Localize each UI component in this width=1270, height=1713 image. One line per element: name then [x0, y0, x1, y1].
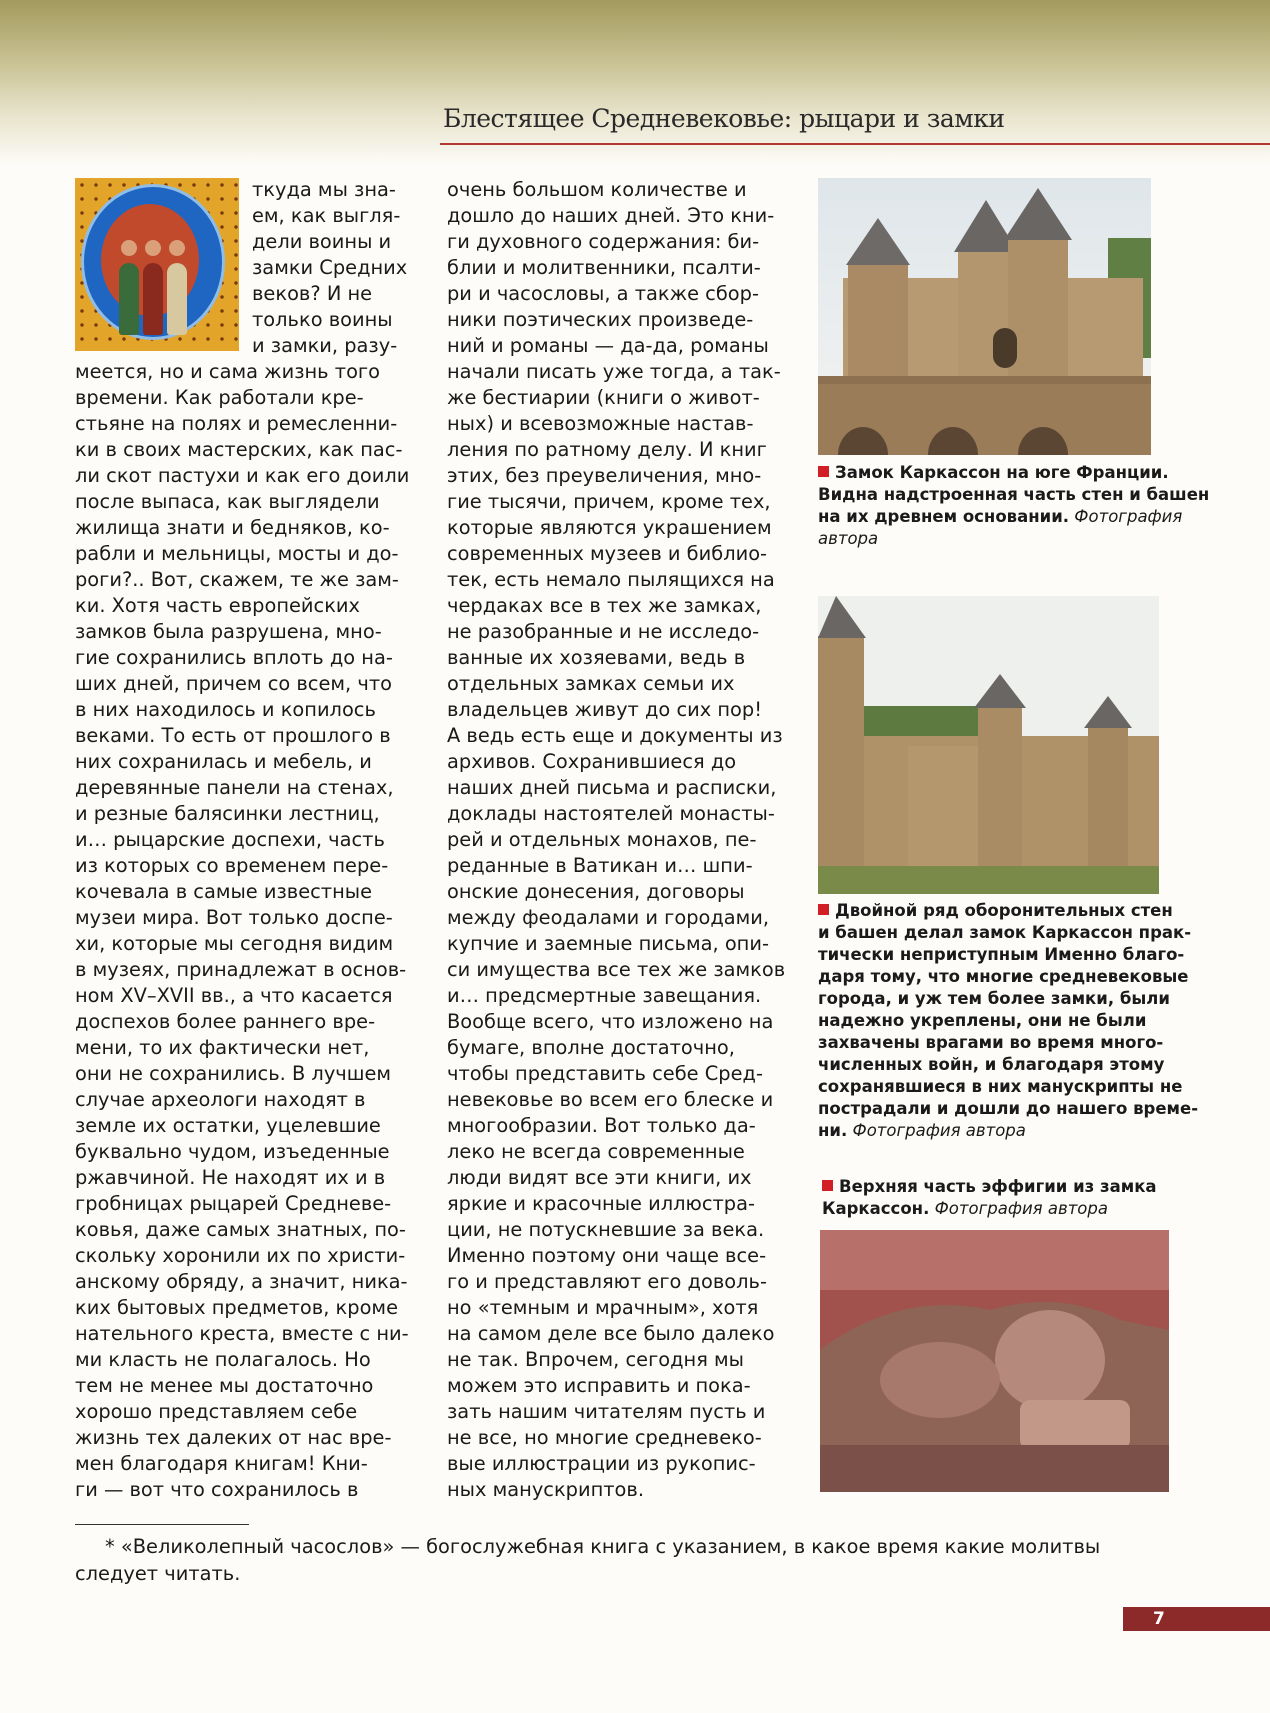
- text-line: кочевала в самые известные: [75, 880, 373, 903]
- text-line: анскому обряду, а значит, ника-: [75, 1270, 408, 1293]
- red-square-bullet: [818, 904, 829, 915]
- text-line: ткуда мы зна-: [252, 178, 396, 201]
- text-line: ли скот пастухи и как его доили: [75, 464, 410, 487]
- text-line: между феодалами и городами,: [447, 906, 770, 929]
- text-line: многообразии. Вот только да-: [447, 1114, 756, 1137]
- text-line: земле их остатки, уцелевшие: [75, 1114, 381, 1137]
- footnote-rule: [75, 1524, 249, 1525]
- text-line: ких бытовых предметов, кроме: [75, 1296, 398, 1319]
- text-line: чтобы представить себе Сред-: [447, 1062, 763, 1085]
- text-line: ковья, даже самых знатных, по-: [75, 1218, 406, 1241]
- text-line: гие тысячи, причем, кроме тех,: [447, 490, 771, 513]
- text-line: ги духовного содержания: би-: [447, 230, 760, 253]
- text-line: на самом деле все было далеко: [447, 1322, 775, 1345]
- text-line: вые иллюстрации из рукопис-: [447, 1452, 756, 1475]
- text-line: рабли и мельницы, мосты и до-: [75, 542, 399, 565]
- text-line: не разобранные и не исследо-: [447, 620, 760, 643]
- caption-photo-2: Двойной ряд оборонительных стен и башен делал замок Каркассон прак- тически неприступным Именно благо- даря тому, что многие средневековые города, и уж тем более замки, были надежно укреплены, они не были захвачены врагами во время много- численных войн, и благодаря этому сохранявшиеся в них манускрипты не пострадали и дошли до нашего време- ни. Фотография автора: [818, 901, 1199, 1140]
- text-line: владельцев живут до сих пор!: [447, 698, 762, 721]
- text-line: доспехов более раннего вре-: [75, 1010, 376, 1033]
- text-line: купчие и заемные письма, опи-: [447, 932, 769, 955]
- text-line: только воины: [252, 308, 393, 331]
- text-line: ники поэтических произведе-: [447, 308, 754, 331]
- text-line: из которых со временем пере-: [75, 854, 389, 877]
- photo-carcassonne-gate: [818, 178, 1151, 455]
- text-line: ки. Хотя часть европейских: [75, 594, 360, 617]
- caption-photo-1: Замок Каркассон на юге Франции. Видна надстроенная часть стен и башен на их древнем основании. Фотография автора: [818, 463, 1210, 548]
- caption-photo-3: Верхняя часть эффигии из замка Каркассон. Фотография автора: [822, 1177, 1157, 1218]
- text-line: ших дней, причем со всем, что: [75, 672, 392, 695]
- page-number-bar: [1123, 1607, 1270, 1631]
- page-title: Блестящее Средневековье: рыцари и замки: [443, 104, 1005, 133]
- text-line: реданные в Ватикан и… шпи-: [447, 854, 753, 877]
- text-line: ления по ратному делу. И книг: [447, 438, 767, 461]
- text-line: доклады настоятелей монасты-: [447, 802, 775, 825]
- text-line: мен благодаря книгам! Кни-: [75, 1452, 368, 1475]
- text-line: невековье во всем его блеске и: [447, 1088, 774, 1111]
- text-line: веков? И не: [252, 282, 373, 305]
- text-line: же бестиарии (книги о живот-: [447, 386, 760, 409]
- text-line: стьяне на полях и ремесленни-: [75, 412, 398, 435]
- text-line: нательного креста, вместе с ни-: [75, 1322, 409, 1345]
- header-rule: [440, 143, 1270, 145]
- text-line: в них находилось и копилось: [75, 698, 376, 721]
- text-line: случае археологи находят в: [75, 1088, 366, 1111]
- text-line: ных манускриптов.: [447, 1478, 645, 1501]
- text-line: гробницах рыцарей Средневе-: [75, 1192, 392, 1215]
- text-line: мени, то их фактически нет,: [75, 1036, 370, 1059]
- header-band: [0, 0, 1270, 165]
- text-line: они не сохранились. В лучшем: [75, 1062, 392, 1085]
- text-line: и… рыцарские доспехи, часть: [75, 828, 385, 851]
- text-line: в музеях, принадлежат в основ-: [75, 958, 407, 981]
- text-line: и… предсмертные завещания.: [447, 984, 762, 1007]
- text-line: музеи мира. Вот только доспе-: [75, 906, 393, 929]
- text-line: и замки, разу-: [252, 334, 398, 357]
- text-line: рей и отдельных монахов, пе-: [447, 828, 757, 851]
- text-line: чердаках все в тех же замках,: [447, 594, 762, 617]
- text-line: ми класть не полагалось. Но: [75, 1348, 371, 1371]
- text-line: очень большом количестве и: [447, 178, 747, 201]
- text-line: гие сохранились вплоть до на-: [75, 646, 393, 669]
- text-line: ванные их хозяевами, ведь в: [447, 646, 746, 669]
- text-line: но «темным и мрачным», хотя: [447, 1296, 759, 1319]
- text-line: Именно поэтому они чаще все-: [447, 1244, 767, 1267]
- text-line: ки в своих мастерских, как пас-: [75, 438, 403, 461]
- red-square-bullet: [822, 1180, 833, 1191]
- text-line: скольку хоронили их по христи-: [75, 1244, 406, 1267]
- text-line: меется, но и сама жизнь того: [75, 360, 380, 383]
- text-line: наших дней письма и расписки,: [447, 776, 777, 799]
- text-line: и резные балясинки лестниц,: [75, 802, 380, 825]
- text-line: буквально чудом, изъеденные: [75, 1140, 390, 1163]
- text-line: веками. То есть от прошлого в: [75, 724, 391, 747]
- text-line: ных) и всевозможные настав-: [447, 412, 754, 435]
- text-line: ции, не потускневшие за века.: [447, 1218, 765, 1241]
- text-line: не так. Впрочем, сегодня мы: [447, 1348, 744, 1371]
- text-line: люди видят все эти книги, их: [447, 1166, 752, 1189]
- text-line: ржавчиной. Не находят их и в: [75, 1166, 386, 1189]
- text-line: дошло до наших дней. Это кни-: [447, 204, 775, 227]
- text-line: ний и романы — да-да, романы: [447, 334, 769, 357]
- text-line: бумаге, вполне достаточно,: [447, 1036, 735, 1059]
- text-column-middle: [447, 177, 785, 1503]
- text-line: после выпаса, как выглядели: [75, 490, 380, 513]
- text-line: этих, без преувеличения, мно-: [447, 464, 762, 487]
- footnote: * «Великолепный часослов» — богослужебная книга с указанием, в какое время какие молитвы следует читать.: [75, 1535, 1101, 1585]
- text-line: леко не всегда современные: [447, 1140, 745, 1163]
- photo-effigy: [820, 1230, 1169, 1492]
- text-line: ем, как выгля-: [252, 204, 401, 227]
- photo-carcassonne-walls: [818, 596, 1159, 894]
- text-line: не все, но многие средневеко-: [447, 1426, 762, 1449]
- text-line: тем не менее мы достаточно: [75, 1374, 374, 1397]
- text-line: можем это исправить и пока-: [447, 1374, 751, 1397]
- text-line: блии и молитвенники, псалти-: [447, 256, 761, 279]
- text-line: хорошо представляем себе: [75, 1400, 358, 1423]
- text-line: го и представляют его доволь-: [447, 1270, 767, 1293]
- text-line: которые являются украшением: [447, 516, 772, 539]
- text-line: си имущества все тех же замков: [447, 958, 786, 981]
- text-line: начали писать уже тогда, а так-: [447, 360, 781, 383]
- text-line: замки Средних: [252, 256, 408, 279]
- text-line: ном XV–XVII вв., а что касается: [75, 984, 393, 1007]
- text-line: онские донесения, договоры: [447, 880, 745, 903]
- text-line: жилища знати и бедняков, ко-: [75, 516, 390, 539]
- text-line: замков была разрушена, мно-: [75, 620, 382, 643]
- page-number: 7: [1153, 1609, 1165, 1629]
- text-line: дели воины и: [252, 230, 392, 253]
- text-line: роги?.. Вот, скажем, те же зам-: [75, 568, 399, 591]
- text-line: них сохранилась и мебель, и: [75, 750, 372, 773]
- text-column-left: [0, 177, 409, 1503]
- text-line: отдельных замках семьи их: [447, 672, 735, 695]
- text-line: А ведь есть еще и документы из: [447, 724, 783, 747]
- red-square-bullet: [818, 466, 829, 477]
- text-line: ги — вот что сохранилось в: [75, 1478, 359, 1501]
- text-line: хи, которые мы сегодня видим: [75, 932, 394, 955]
- text-line: архивов. Сохранившиеся до: [447, 750, 737, 773]
- text-line: времени. Как работали кре-: [75, 386, 364, 409]
- text-line: ри и часословы, а также сбор-: [447, 282, 759, 305]
- text-line: жизнь тех далеких от нас вре-: [75, 1426, 392, 1449]
- text-line: деревянные панели на стенах,: [75, 776, 394, 799]
- text-line: зать нашим читателям пусть и: [447, 1400, 766, 1423]
- text-line: тек, есть немало пылящихся на: [447, 568, 775, 591]
- text-line: Вообще всего, что изложено на: [447, 1010, 774, 1033]
- text-line: современных музеев и библио-: [447, 542, 768, 565]
- text-line: яркие и красочные иллюстра-: [447, 1192, 755, 1215]
